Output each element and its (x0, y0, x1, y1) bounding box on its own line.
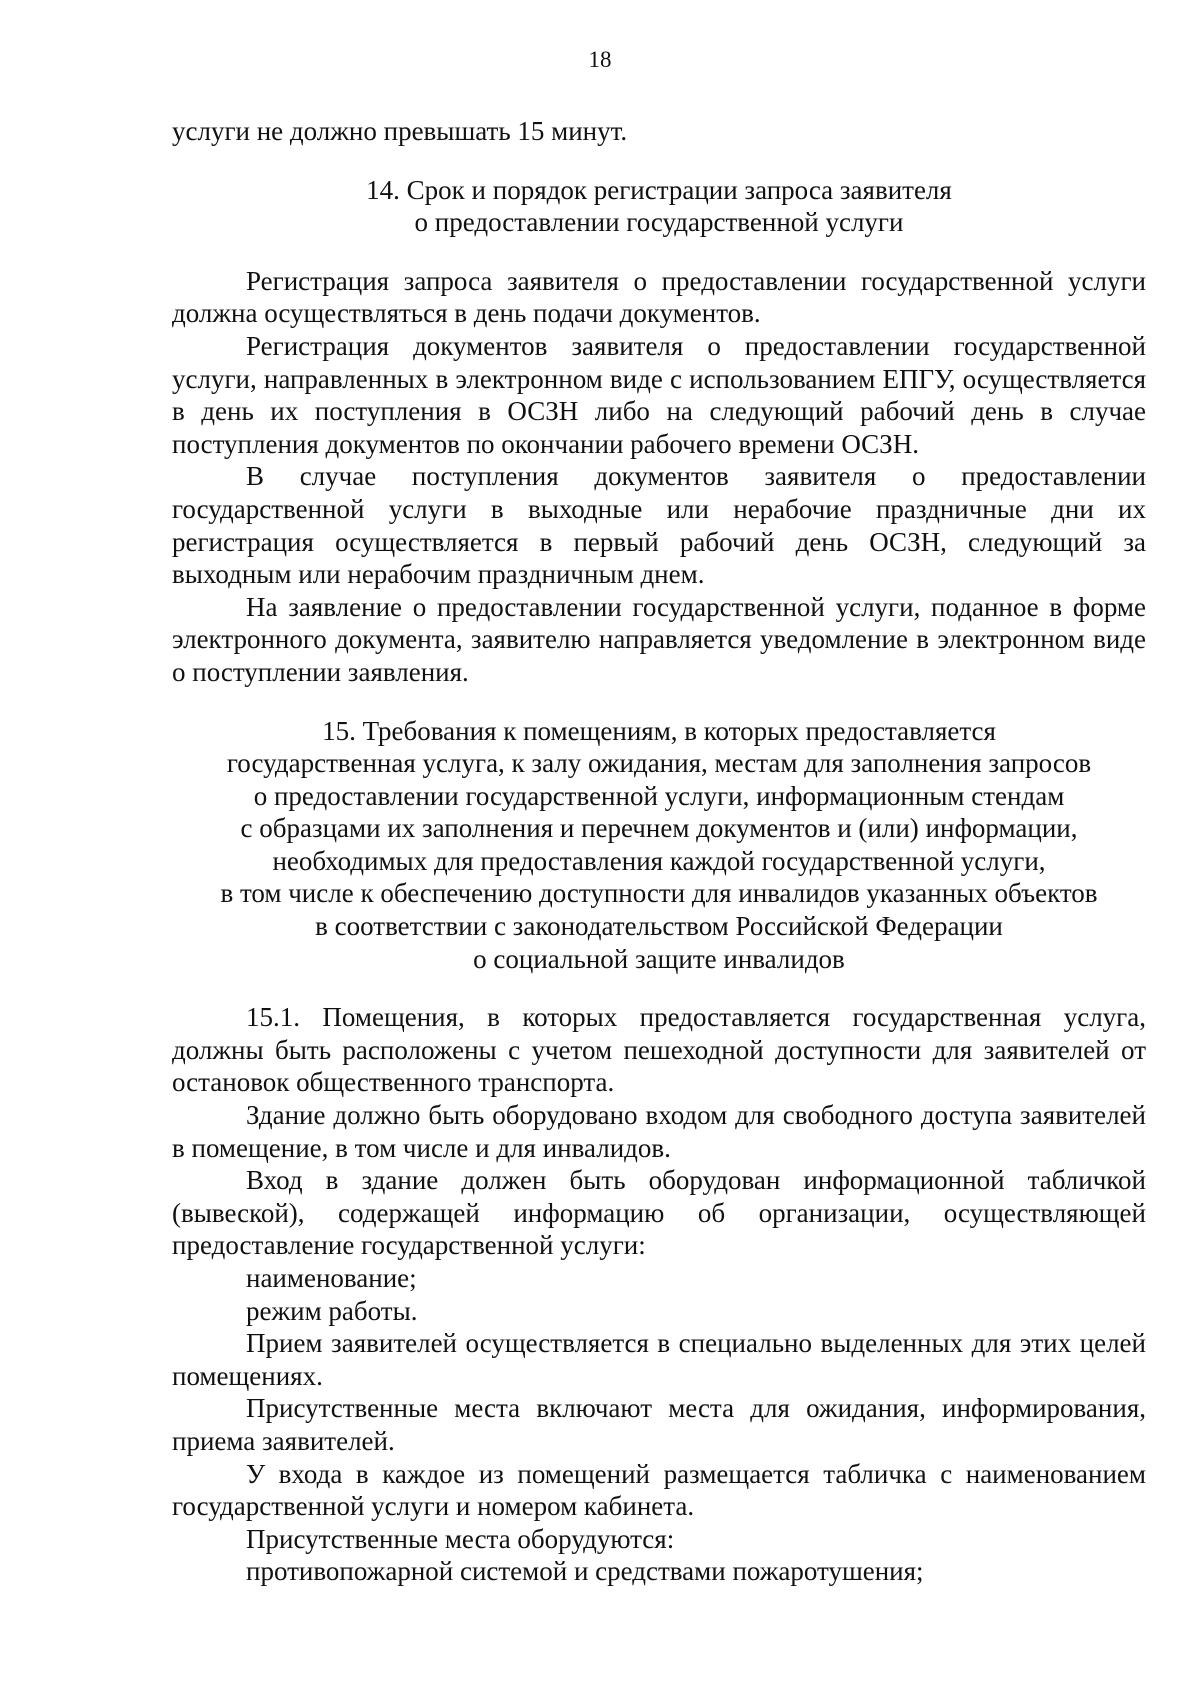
heading-line: в том числе к обеспечению доступности для инвалидов указанных объектов (220, 878, 1098, 909)
paragraph: В случае поступления документов заявителя о предоставлении государственной услуги в выходные или нерабочие праздничные дни их регистрация осуществляется в первый рабочий день ОСЗН, следующий за выходным или нерабочим праздничным днем. (172, 461, 1146, 590)
paragraph: Вход в здание должен быть оборудован информационной табличкой (вывеской), содержащей информацию об организации, осуществляющей предоставление государственной услуги: (172, 1165, 1146, 1261)
paragraph: Регистрация документов заявителя о предоставлении государственной услуги, направленных в электронном виде с использованием ЕПГУ, осуществляется в день их поступления в ОСЗН либо на следующий рабочий день в случае поступления документов по окончании рабочего времени ОСЗН. (172, 330, 1146, 459)
heading-line: 15. Требования к помещениям, в которых предоставляется (322, 715, 996, 746)
section-14-heading (172, 174, 1146, 239)
heading-line: необходимых для предоставления каждой государственной услуги, (272, 845, 1046, 876)
page-number: 18 (588, 47, 612, 72)
heading-line: 14. Срок и порядок регистрации запроса заявителя (366, 174, 952, 205)
paragraph: Здание должно быть оборудовано входом для свободного доступа заявителей в помещение, в том числе и для инвалидов. (172, 1100, 1146, 1163)
list-item: режим работы. (246, 1295, 418, 1326)
paragraph: Присутственные места включают места для ожидания, информирования, приема заявителей. (172, 1393, 1146, 1456)
list-item: противопожарной системой и средствами пожаротушения; (246, 1556, 924, 1587)
list-item: наименование; (246, 1263, 417, 1293)
paragraph: Присутственные места оборудуются: (246, 1523, 675, 1554)
heading-line: с образцами их заполнения и перечнем документов и (или) информации, (240, 813, 1078, 844)
heading-line: о предоставлении государственной услуги (414, 207, 904, 238)
paragraph: На заявление о предоставлении государственной услуги, поданное в форме электронного документа, заявителю направляется уведомление в электронном виде о поступлении заявления. (172, 591, 1146, 687)
continuation-text: услуги не должно превышать 15 минут. (172, 116, 628, 146)
heading-line: о социальной защите инвалидов (473, 943, 845, 974)
paragraph: У входа в каждое из помещений размещается табличка с наименованием государственной услуги и номером кабинета. (172, 1458, 1146, 1522)
heading-line: в соответствии с законодательством Российской Федерации (315, 911, 1003, 942)
section-15-heading (172, 715, 1146, 976)
paragraph: Прием заявителей осуществляется в специально выделенных для этих целей помещениях. (172, 1328, 1146, 1391)
page-content (172, 115, 1146, 1588)
heading-line: о предоставлении государственной услуги, информационным стендам (253, 780, 1065, 811)
paragraph: Регистрация запроса заявителя о предоставлении государственной услуги должна осуществляться в день подачи документов. (172, 265, 1146, 329)
paragraph: 15.1. Помещения, в которых предоставляется государственная услуга, должны быть расположены с учетом пешеходной доступности для заявителей от остановок общественного транспорта. (172, 1002, 1146, 1098)
heading-line: государственная услуга, к залу ожидания, местам для заполнения запросов (226, 748, 1092, 779)
